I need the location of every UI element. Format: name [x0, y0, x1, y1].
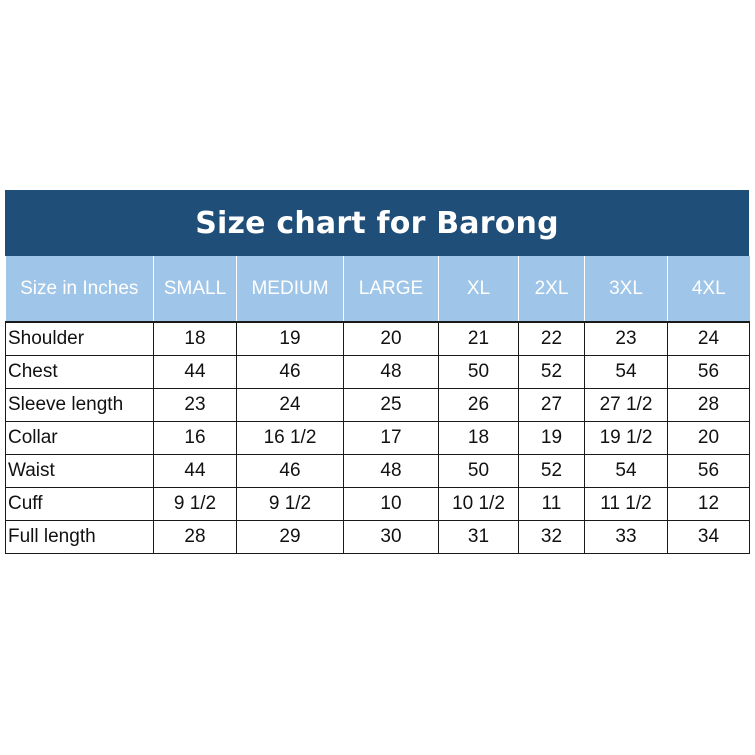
row-label: Full length	[6, 521, 154, 554]
table-cell: 54	[585, 455, 668, 488]
table-cell: 24	[237, 389, 344, 422]
table-cell: 19	[519, 422, 585, 455]
table-cell: 30	[344, 521, 439, 554]
column-header-size-in-inches: Size in Inches	[6, 256, 154, 322]
table-cell: 23	[154, 389, 237, 422]
table-row-chest	[6, 356, 750, 389]
table-cell: 33	[585, 521, 668, 554]
table-cell: 48	[344, 356, 439, 389]
row-label: Cuff	[6, 488, 154, 521]
table-cell: 44	[154, 356, 237, 389]
size-table	[5, 256, 750, 554]
table-cell: 56	[668, 455, 750, 488]
table-cell: 11	[519, 488, 585, 521]
table-cell: 52	[519, 356, 585, 389]
row-label: Shoulder	[6, 322, 154, 356]
table-cell: 20	[344, 322, 439, 356]
table-cell: 28	[668, 389, 750, 422]
table-cell: 9 1/2	[154, 488, 237, 521]
column-header-small: SMALL	[154, 256, 237, 322]
table-cell: 10	[344, 488, 439, 521]
table-row-shoulder	[6, 322, 750, 356]
column-header-xl: XL	[439, 256, 519, 322]
table-cell: 22	[519, 322, 585, 356]
table-cell: 50	[439, 455, 519, 488]
table-cell: 31	[439, 521, 519, 554]
table-row-waist	[6, 455, 750, 488]
row-label: Waist	[6, 455, 154, 488]
column-header-3xl: 3XL	[585, 256, 668, 322]
table-cell: 23	[585, 322, 668, 356]
table-cell: 46	[237, 455, 344, 488]
table-cell: 52	[519, 455, 585, 488]
table-cell: 48	[344, 455, 439, 488]
table-cell: 24	[668, 322, 750, 356]
chart-title: Size chart for Barong	[5, 190, 749, 256]
table-cell: 54	[585, 356, 668, 389]
table-cell: 12	[668, 488, 750, 521]
table-row-collar	[6, 422, 750, 455]
row-label: Collar	[6, 422, 154, 455]
table-cell: 34	[668, 521, 750, 554]
table-cell: 46	[237, 356, 344, 389]
table-cell: 16 1/2	[237, 422, 344, 455]
table-cell: 19 1/2	[585, 422, 668, 455]
table-row-sleeve-length	[6, 389, 750, 422]
header-row	[6, 256, 750, 322]
table-cell: 27	[519, 389, 585, 422]
table-cell: 26	[439, 389, 519, 422]
table-cell: 44	[154, 455, 237, 488]
table-cell: 21	[439, 322, 519, 356]
column-header-4xl: 4XL	[668, 256, 750, 322]
column-header-2xl: 2XL	[519, 256, 585, 322]
column-header-medium: MEDIUM	[237, 256, 344, 322]
table-row-cuff	[6, 488, 750, 521]
table-cell: 29	[237, 521, 344, 554]
table-row-full-length	[6, 521, 750, 554]
row-label: Chest	[6, 356, 154, 389]
table-cell: 17	[344, 422, 439, 455]
table-cell: 50	[439, 356, 519, 389]
table-cell: 18	[154, 322, 237, 356]
table-cell: 20	[668, 422, 750, 455]
table-cell: 18	[439, 422, 519, 455]
table-cell: 9 1/2	[237, 488, 344, 521]
table-cell: 28	[154, 521, 237, 554]
table-cell: 11 1/2	[585, 488, 668, 521]
table-cell: 27 1/2	[585, 389, 668, 422]
table-cell: 32	[519, 521, 585, 554]
table-cell: 10 1/2	[439, 488, 519, 521]
column-header-large: LARGE	[344, 256, 439, 322]
row-label: Sleeve length	[6, 389, 154, 422]
size-chart	[5, 190, 749, 554]
table-cell: 25	[344, 389, 439, 422]
table-cell: 19	[237, 322, 344, 356]
table-cell: 16	[154, 422, 237, 455]
table-cell: 56	[668, 356, 750, 389]
